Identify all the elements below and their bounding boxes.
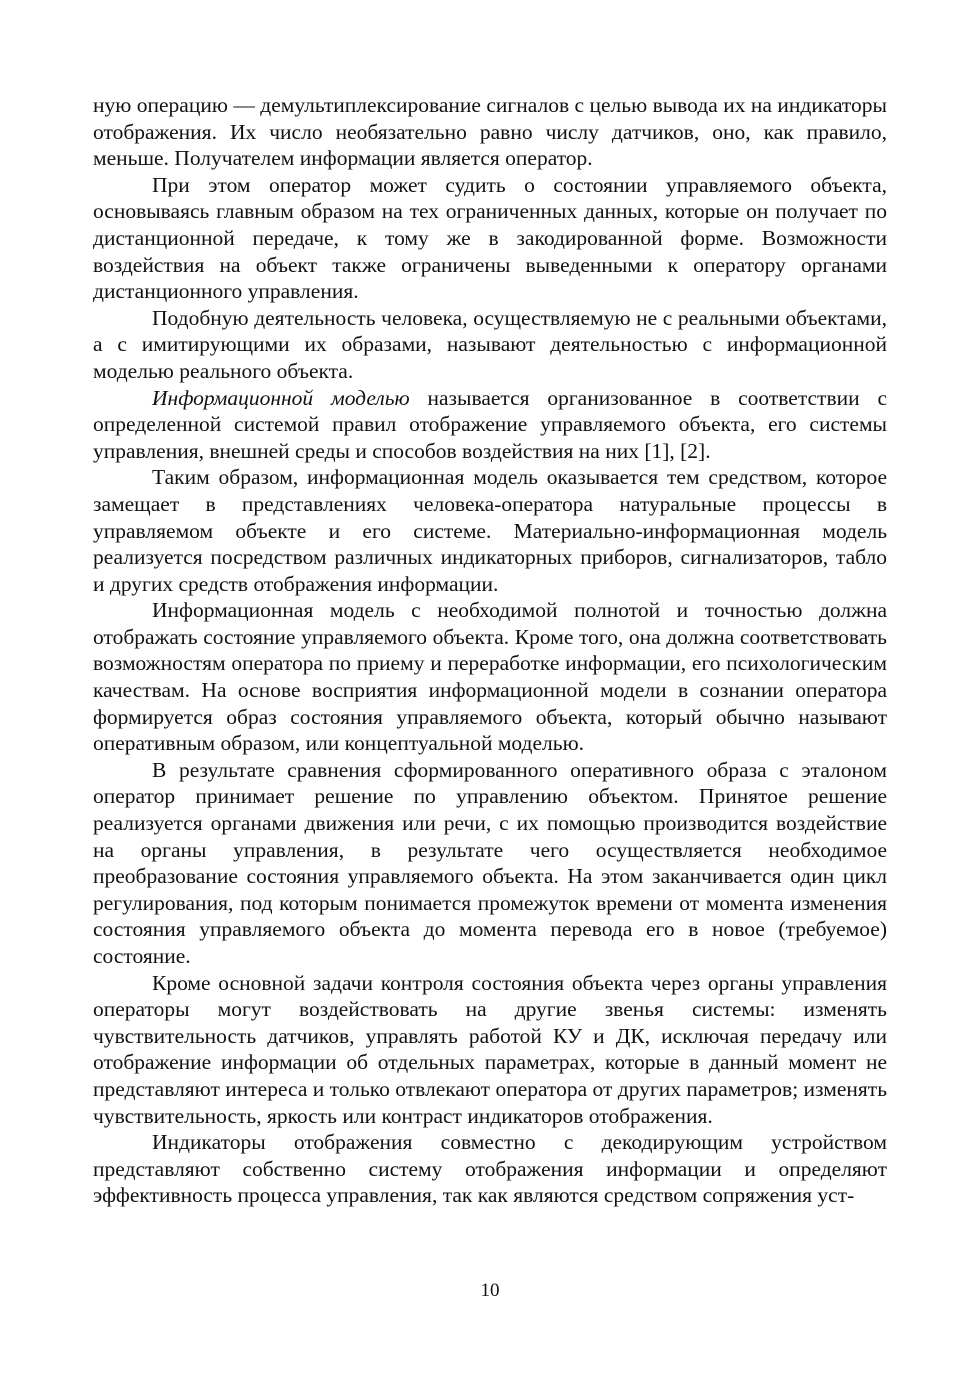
page-number: 10 [480,1280,500,1301]
paragraph-display-indicators: Индикаторы отображения совместно с декодирующим устройством представляют собственно систему отображения информации и определяют эффективность процесса управления, так как являются средством сопряжения уст- [93,1130,887,1208]
paragraph-decision-cycle: В результате сравнения сформированного оперативного образа с эталоном оператор принимает решение по управлению объектом. Принятое решение реализуется органами движения или речи, с их помощью производится воздействие на органы управления, в результате чего осуществляется необходимое преобразование состояния управляемого объекта. На этом заканчивается один цикл регулирования, под которым понимается промежуток времени от момента изменения состояния управляемого объекта до момента перевода его в новое (требуемое) состояние. [93,757,887,968]
paragraph-other-tasks: Кроме основной задачи контроля состояния объекта через органы управления операторы могут воздействовать на другие звенья системы: изменять чувствительность датчиков, управлять работой КУ и ДК, исключая передачу или отображение информации об отдельных параметрах, которые в данный момент не представляют интереса и только отвлекают оператора от других параметров; изменять чувствительность, яркость или контраст индикаторов отображения. [93,970,887,1128]
paragraph-operator-state: При этом оператор может судить о состоянии управляемого объекта, основываясь главным образом на тех ограниченных данных, которые он получает по дистанционной передаче, к тому же в закодированной форме. Возможности воздействия на объект также ограничены выведенными к оператору органами дистанционного управления. [93,172,887,304]
paragraph-model-requirements: Информационная модель с необходимой полнотой и точностью должна отображать состояние управляемого объекта. Кроме того, она должна соответствовать возможностям оператора по приему и переработке информации, его психологическим качествам. На основе восприятия информационной модели в сознании оператора формируется образ состояния управляемого объекта, который обычно называют оперативным образом, или концептуальной моделью. [93,598,887,756]
paragraph-definition [93,385,887,465]
paragraph-continuation: ную операцию — демультиплексирование сигналов с целью вывода их на индикаторы отображения. Их число необязательно равно числу датчиков, оно, как правило, меньше. Получателем информации является оператор. [93,93,887,171]
definition-text: называется организованное в соответствии с определенной системой правил отображение управляемого объекта, его системы управления, внешней среды и способов воздействия на них [1], [2]. [93,385,887,463]
page-body [93,92,887,1209]
definition-term: Информационной моделью [152,385,410,410]
paragraph-activity-model: Подобную деятельность человека, осуществляемую не с реальными объектами, а с имитирующими их образами, называют деятельностью с информационной моделью реального объекта. [93,305,887,383]
paragraph-model-role: Таким образом, информационная модель оказывается тем средством, которое замещает в представлениях человека-оператора натуральные процессы в управляемом объекте и его системе. Материально-информационная модель реализуется посредством различных индикаторных приборов, сигнализаторов, табло и других средств отображения информации. [93,465,887,596]
